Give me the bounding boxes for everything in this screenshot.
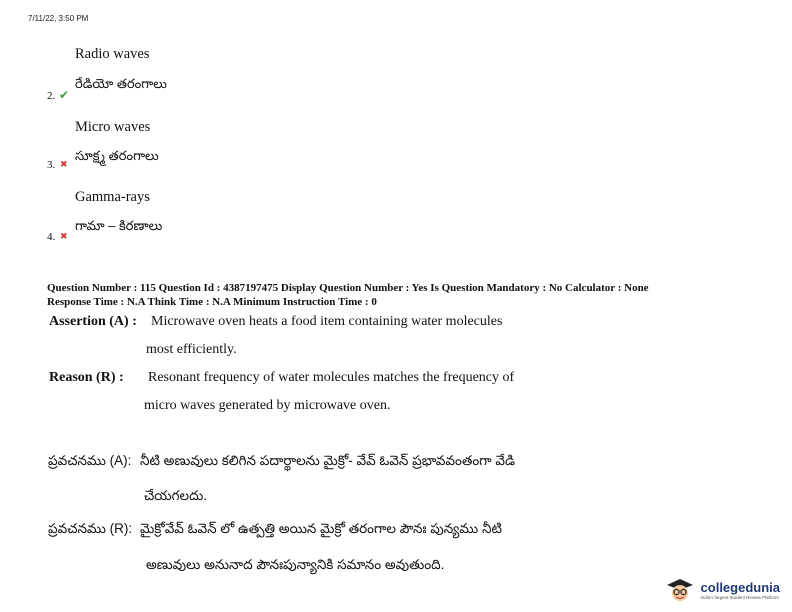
- telugu-reason-label: ప్రవచనము (R):: [48, 521, 133, 536]
- assertion-line-1: Microwave oven heats a food item containing water molecules: [151, 314, 503, 329]
- option-4-telugu: గామా – కిరణాలు: [75, 218, 163, 233]
- assertion-line-2: most efficiently.: [146, 342, 237, 357]
- telugu-assertion-label: ప్రవచనము (A):: [48, 453, 132, 468]
- option-3-telugu: సూక్ష్మ తరంగాలు: [75, 148, 159, 163]
- telugu-assertion-line-2: చేయగలదు.: [144, 488, 208, 503]
- question-meta-line-2: Response Time : N.A Think Time : N.A Minimum Instruction Time : 0: [47, 296, 377, 308]
- telugu-reason-line-2: అణువులు అనునాద పౌనఃపున్యానికి సమానం అవుతుంది.: [146, 557, 445, 572]
- option-3-english: Micro waves: [75, 119, 151, 135]
- option-2-english: Radio waves: [75, 46, 150, 62]
- reason-line-2: micro waves generated by microwave oven.: [144, 398, 391, 413]
- print-timestamp: 7/11/22, 3:50 PM: [28, 14, 89, 23]
- correct-check-icon: ✔: [59, 88, 70, 102]
- collegedunia-logo: [663, 576, 780, 604]
- telugu-assertion-line-1: నీటి అణువులు కలిగిన పదార్థాలను మైక్రో- వేవ్ ఓవెన్ ప్రభావవంతంగా వేడి: [140, 453, 515, 468]
- wrong-cross-icon: ✖: [60, 159, 68, 169]
- mascot-icon: [663, 576, 697, 604]
- option-2-number: 2.: [47, 90, 56, 102]
- logo-wordmark: collegedunia: [700, 580, 780, 595]
- option-2-telugu: రేడియో తరంగాలు: [75, 76, 167, 91]
- wrong-cross-icon: ✖: [60, 231, 68, 241]
- option-4-number: 4.: [47, 231, 56, 243]
- logo-tagline: India's largest Student Review Platform: [700, 595, 779, 600]
- option-4-english: Gamma-rays: [75, 189, 150, 205]
- reason-label: Reason (R) :: [49, 370, 124, 385]
- telugu-reason-line-1: మైక్రోవేవ్ ఓవెన్ లో ఉత్పత్తి అయిన మైక్రో తరంగాల పౌనః పున్యము నీటి: [140, 521, 502, 536]
- question-meta-line-1: Question Number : 115 Question Id : 4387197475 Display Question Number : Yes Is Question Mandatory : No Calculator : None: [47, 282, 649, 294]
- reason-line-1: Resonant frequency of water molecules matches the frequency of: [148, 370, 515, 385]
- option-3-number: 3.: [47, 159, 56, 171]
- assertion-label: Assertion (A) :: [49, 314, 137, 329]
